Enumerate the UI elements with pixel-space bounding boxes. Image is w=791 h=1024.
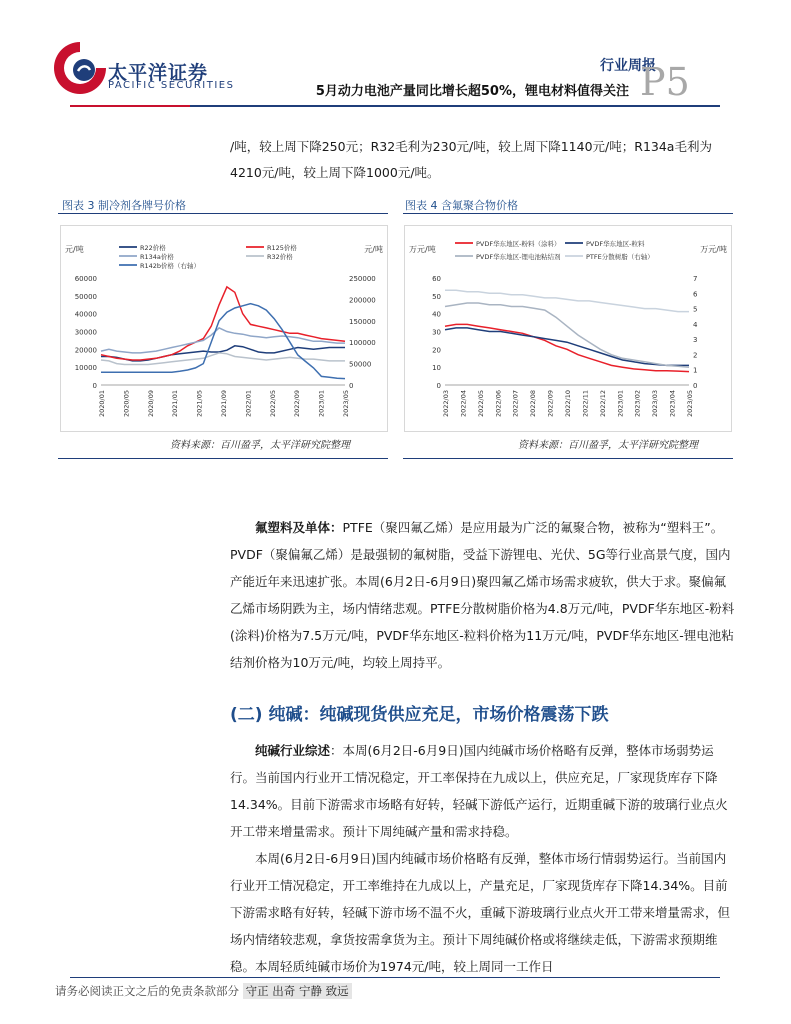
figure3-source-rule — [58, 458, 388, 459]
fig4-x-tick: 2022/08 — [529, 390, 538, 418]
fig4-x-tick: 2023/05 — [686, 390, 694, 418]
fig4-legend-label: PVDF华东地区-粒料 — [586, 240, 645, 248]
fig4-left-tick: 50 — [432, 292, 441, 301]
fig3-legend-label: R142b价格（右轴） — [140, 262, 201, 270]
fluoro-body: PTFE（聚四氟乙烯）是应用最为广泛的氟聚合物，被称为“塑料王”。PVDF（聚偏氟乙烯）是最强韧的氟树脂，受益下游锂电、光伏、5G等行业高景气度，国内产能近年来迅速扩张。本周(6月2日-6月9日)聚四氟乙烯市场需求疲软，供大于求。聚偏氟乙烯市场阴跌为主，场内情绪悲观。PTFE分散树脂价格为4.8万元/吨，PVDF华东地区-粉料(涂料)价格为7.5万元/吨，PVDF华东地区-粒料价格为11万元/吨，PVDF华东地区-锂电池粘结剂价格为10万元/吨，均较上周持平。 — [230, 520, 735, 670]
fig4-x-tick: 2022/11 — [581, 390, 590, 418]
fig3-series-line — [101, 353, 345, 365]
fig3-left-tick: 20000 — [74, 346, 97, 355]
fig4-x-tick: 2022/03 — [442, 390, 450, 418]
intro-line-1: /吨，较上周下降250元；R32毛利为230元/吨，较上周下降1140元/吨；R134a毛利为 — [230, 139, 712, 154]
fig3-right-tick: 0 — [349, 382, 354, 390]
logo-chinese-name: 太平洋证券 — [108, 62, 209, 84]
fig3-left-tick: 50000 — [74, 292, 97, 301]
fig4-left-unit: 万元/吨 — [409, 245, 436, 254]
soda-paragraph-2 — [230, 845, 735, 980]
fluoro-lead: 氟塑料及单体： — [255, 520, 343, 535]
header-divider-accent — [70, 105, 190, 107]
fig4-left-tick: 20 — [432, 346, 441, 355]
fig3-x-tick: 2023/01 — [317, 390, 326, 418]
fig4-x-tick: 2022/10 — [564, 390, 572, 418]
company-logo — [50, 38, 110, 98]
figure3-chart — [60, 225, 388, 432]
fig4-x-tick: 2022/12 — [598, 390, 607, 418]
section2-heading: (二) 纯碱：纯碱现货供应充足，市场价格震荡下跌 — [230, 705, 609, 725]
fig3-left-tick: 0 — [92, 382, 97, 390]
figure3-chart-svg — [61, 226, 387, 431]
fig3-right-tick: 100000 — [349, 339, 376, 348]
fig3-left-tick: 10000 — [74, 364, 97, 373]
figure3-title: 图表 3 制冷剂各牌号价格 — [62, 199, 186, 212]
figure4-source: 资料来源：百川盈孚，太平洋研究院整理 — [518, 440, 698, 451]
fig4-legend-label: PTFE分散树脂（右轴） — [586, 253, 654, 261]
fig3-x-tick: 2021/01 — [171, 390, 180, 418]
fig4-x-tick: 2023/02 — [633, 390, 642, 418]
logo-english-name: PACIFIC SECURITIES — [108, 80, 235, 91]
fig4-series-line — [445, 328, 689, 366]
fig3-right-tick: 50000 — [349, 360, 372, 369]
page-number: P5 — [640, 60, 690, 104]
fig4-left-tick: 0 — [436, 382, 441, 390]
soda-body-1: ：本周(6月2日-6月9日)国内纯碱市场价格略有反弹，整体市场弱势运行。当前国内行业开工情况稳定，开工率保持在九成以上，供应充足，厂家现货库存下降14.34%。目前下游需求市场略有好转，轻碱下游低产运行，近期重碱下游的玻璃行业点火开工带来增量需求。预计下周纯碱产量和需求持稳。 — [230, 743, 728, 839]
footer-disclaimer: 请务必阅读正文之后的免责条款部分 — [55, 984, 239, 998]
fig3-x-tick: 2020/09 — [146, 390, 155, 418]
report-title: 5月动力电池产量同比增长超50%，锂电材料值得关注 — [315, 84, 629, 99]
fig4-series-line — [445, 303, 689, 367]
figure4-title-rule — [403, 213, 733, 214]
fluoro-paragraph — [230, 514, 735, 676]
fig4-right-tick: 5 — [693, 305, 698, 314]
fig3-x-tick: 2021/05 — [195, 390, 204, 418]
figure4-source-rule — [403, 458, 733, 459]
fig4-x-tick: 2022/06 — [494, 390, 503, 418]
fig4-x-tick: 2022/05 — [476, 390, 485, 418]
fig3-legend-label: R32价格 — [267, 253, 293, 261]
figure4-chart-svg — [405, 226, 731, 431]
footer-motto: 守正 出奇 宁静 致远 — [243, 983, 352, 999]
fig4-right-tick: 0 — [693, 382, 698, 390]
footer — [55, 983, 352, 999]
fig3-x-tick: 2022/01 — [244, 390, 253, 418]
fig4-x-tick: 2023/04 — [668, 390, 677, 418]
fig3-right-tick: 150000 — [349, 317, 376, 326]
footer-divider — [70, 977, 720, 978]
fig4-right-unit: 万元/吨 — [700, 245, 727, 254]
fig3-legend-label: R125价格 — [267, 244, 297, 252]
fig3-x-tick: 2020/05 — [122, 390, 131, 418]
fig4-right-tick: 6 — [693, 290, 698, 299]
fig4-legend-label: PVDF华东地区-锂电池粘结剂 — [476, 253, 561, 261]
fig4-right-tick: 1 — [693, 366, 698, 375]
logo-emblem-icon — [50, 38, 110, 98]
fig4-right-tick: 2 — [693, 351, 698, 360]
fig4-series-line — [445, 290, 689, 311]
fig4-x-tick: 2022/04 — [459, 390, 468, 418]
fig3-series-line — [101, 304, 345, 379]
fig3-left-tick: 40000 — [74, 310, 97, 319]
fig4-right-tick: 4 — [693, 320, 698, 329]
fig3-x-tick: 2021/09 — [220, 390, 228, 418]
fig4-x-tick: 2022/09 — [546, 390, 555, 418]
fig4-right-tick: 7 — [693, 275, 698, 283]
fig4-left-tick: 30 — [432, 328, 441, 337]
fig3-x-tick: 2022/05 — [268, 390, 277, 418]
intro-line-2: 4210元/吨，较上周下降1000元/吨。 — [230, 165, 440, 180]
figure4-chart — [404, 225, 732, 432]
fig3-right-tick: 200000 — [349, 296, 376, 305]
fig4-x-tick: 2023/01 — [616, 390, 625, 418]
report-type: 行业周报 — [600, 58, 656, 74]
fig4-legend-label: PVDF华东地区-粉料（涂料） — [476, 240, 561, 248]
fig3-left-unit: 元/吨 — [65, 245, 84, 254]
soda-lead: 纯碱行业综述 — [255, 743, 331, 758]
fig4-left-tick: 10 — [432, 364, 441, 373]
soda-body-2: 本周(6月2日-6月9日)国内纯碱市场价格略有反弹，整体市场行情弱势运行。当前国内行业开工情况稳定，开工率维持在九成以上，产量充足，厂家现货库存下降14.34%。目前下游需求略有好转，轻碱下游市场不温不火，重碱下游玻璃行业点火开工带来增量需求，但场内情绪较悲观，拿货按需拿货为主。预计下周纯碱价格或将继续走低，下游需求预期维稳。本周轻质纯碱市场价为1974元/吨，较上周同一工作日 — [230, 851, 731, 974]
fig3-x-tick: 2022/09 — [293, 390, 302, 418]
fig3-x-tick: 2023/05 — [342, 390, 350, 418]
fig3-legend-label: R134a价格 — [140, 253, 174, 261]
fig3-x-tick: 2020/01 — [98, 390, 106, 418]
soda-paragraph-1 — [230, 737, 735, 845]
fig3-left-tick: 60000 — [74, 275, 97, 283]
fig3-right-tick: 250000 — [349, 275, 376, 283]
fig3-right-unit: 元/吨 — [364, 245, 383, 254]
fig4-left-tick: 60 — [432, 275, 441, 283]
fig3-legend-label: R22价格 — [140, 244, 166, 252]
fig4-left-tick: 40 — [432, 310, 441, 319]
figure4-title: 图表 4 含氟聚合物价格 — [405, 199, 518, 212]
figure3-title-rule — [58, 213, 388, 214]
fig4-x-tick: 2022/07 — [511, 390, 520, 418]
fig3-left-tick: 30000 — [74, 328, 97, 337]
fig4-right-tick: 3 — [693, 336, 698, 345]
fig4-x-tick: 2023/03 — [651, 390, 660, 418]
figure3-source: 资料来源：百川盈孚，太平洋研究院整理 — [170, 440, 350, 451]
